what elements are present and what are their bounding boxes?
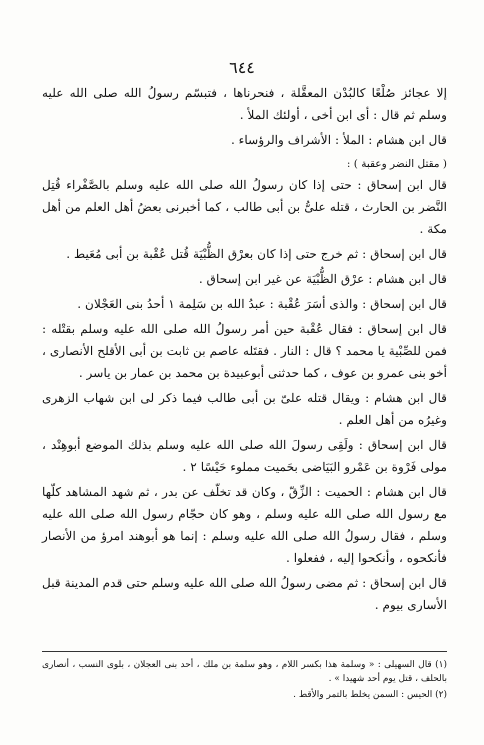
footnotes: [42, 658, 447, 704]
paragraph: قال ابن هشام : الملأ : الأشراف والرؤساء .: [230, 133, 447, 147]
paragraph: قال ابن إسحاق : ثم مضى رسولُ الله صلى الله عليه وسلم حتى قدم المدينة قبل الأسارى بيوم .: [42, 576, 447, 612]
paragraph: قال ابن هشام : عرْق الظُّبْيَة عن غير ابن إسحاق .: [198, 272, 447, 286]
paragraph: قال ابن هشام : ويقال قتله علىّ بن أبى طالب فيما ذكر لى ابن شهاب الزهرى وغيرُه من أهل العلم .: [42, 391, 447, 427]
footnote: (١) قال السهيلى : « وسلمة هذا بكسر اللام ، وهو سلمة بن ملك ، أحد بنى العجلان ، بلوى النسب ، أنصارى بالحلف ، قتل يوم أحد شهيدا » .: [42, 660, 447, 684]
footnote-divider: [42, 651, 447, 652]
paragraph: قال ابن إسحاق : ثم خرج حتى إذا كان بعرْق الظُّبْيَة قُتل عُقْبة بن أبى مُعَيط .: [66, 247, 447, 261]
page-number: ٦٤٤: [229, 58, 255, 77]
paragraph: قال ابن إسحاق : حتى إذا كان رسولُ الله صلى الله عليه وسلم بالصَّفْراء قُتِل النَّضر بن الحارث ، قتله علىُّ بن أبى طالب ، كما أخبرنى بعضُ أهل العلم من أهل مكة .: [42, 178, 447, 236]
paragraph: قال ابن هشام : الحميت : الزِّقّ ، وكان قد تخلّف عن بدر ، ثم شهد المشاهد كلّها مع رسول الله صلى الله عليه وسلم ، وهو كان حجّام رسول الله صلى الله عليه وسلم ، فقال رسولُ الله صلى الله عليه وسلم : إنما هو أبوهند امرؤ من الأنصار فأنكحوه ، وأنكحوا إليه ، ففعلوا .: [42, 485, 447, 565]
paragraph: إلا عجائز صُلْعًا كالبُدْن المعقَّلة ، فنحرناها ، فتبسّم رسولُ الله صلى الله عليه وسلم ثم قال : أى ابن أخى ، أولئك الملأ .: [42, 86, 447, 122]
section-heading: ( مقتل النضر وعقبة ) :: [346, 158, 447, 170]
footnote: (٢) الحيس : السمن يخلط بالتمر والأقط .: [293, 690, 447, 700]
paragraph: قال ابن إسحاق : ولَقِى رسولَ الله صلى الله عليه وسلم بذلك الموضع أبوهِنْد ، مولى فَرْوة بن عَمْرو البَيَاضى بحَميت مملوء حَيْسًا ٢ .: [42, 438, 447, 474]
paragraph: قال ابن إسحاق : فقال عُقْبة حين أمر رسولُ الله صلى الله عليه وسلم بقتْله : فمن للصِّبْية يا محمد ؟ قال : النار . فقتَله عاصم بن ثابت بن أبى الأقلح الأنصارى ، أخو بنى عمرو بن عوف ، كما حدثنى أبوعبيدة بن محمد بن عمار بن ياسر .: [42, 322, 447, 380]
main-text: [42, 82, 447, 619]
paragraph: قال ابن إسحاق : والذى أسَرَ عُقْبة : عبدُ الله بن سَلِمة ١ أحدُ بنى العَجْلان .: [77, 297, 447, 311]
